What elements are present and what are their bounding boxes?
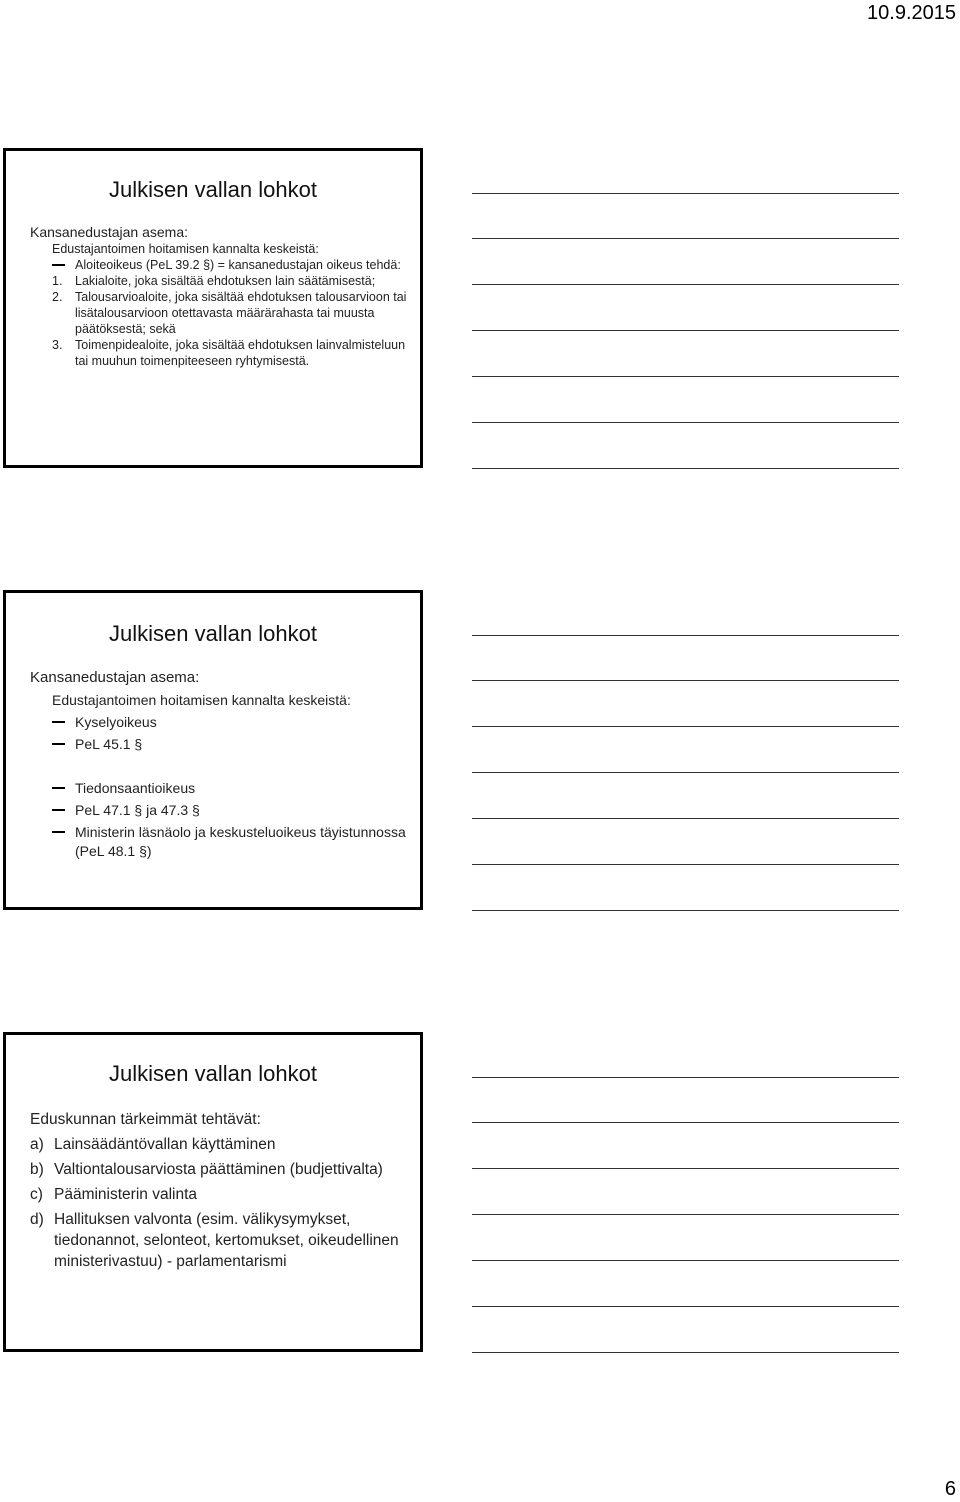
page-number: 6 <box>944 1478 956 1500</box>
dash-bullet-icon <box>52 787 65 789</box>
list-item <box>30 1134 412 1155</box>
slide-heading: Eduskunnan tärkeimmät tehtävät: <box>30 1111 261 1128</box>
slide-title: Julkisen vallan lohkot <box>109 621 317 646</box>
list-item-text: Hallituksen valvonta (esim. välikysymykset, tiedonannot, selonteot, kertomukset, oikeudellinen ministerivastuu) - parlamentarismi <box>54 1211 399 1270</box>
note-line <box>472 1077 899 1078</box>
list-marker: a) <box>30 1136 44 1153</box>
list-item <box>30 799 412 821</box>
list-marker: 1. <box>52 274 63 288</box>
list-item <box>30 777 412 799</box>
list-item <box>30 257 412 273</box>
slide-heading: Kansanedustajan asema: <box>30 224 188 240</box>
list-item-text: Lakialoite, joka sisältää ehdotuksen lain säätämisestä; <box>75 274 376 288</box>
page-date: 10.9.2015 <box>867 2 956 24</box>
list-item <box>30 337 412 369</box>
list-marker: d) <box>30 1211 44 1228</box>
slide-2 <box>3 590 423 910</box>
list-item <box>30 289 412 337</box>
note-line <box>472 818 899 819</box>
note-line <box>472 635 899 636</box>
list-marker: 3. <box>52 338 63 352</box>
slide-title: Julkisen vallan lohkot <box>109 177 317 202</box>
list-item-text: Talousarvioaloite, joka sisältää ehdotuksen talousarvioon tai lisätalousarvioon otettavasta määrärahasta tai muusta päätöksestä; sekä <box>75 290 407 336</box>
list-marker: c) <box>30 1186 43 1203</box>
note-line <box>472 1306 899 1307</box>
slide-body <box>30 1109 412 1272</box>
slide-1 <box>3 148 423 468</box>
note-line <box>472 1122 899 1123</box>
slide-body <box>30 667 412 861</box>
note-line <box>472 284 899 285</box>
note-line <box>472 468 899 469</box>
slide-heading: Kansanedustajan asema: <box>30 669 200 686</box>
list-item-text: PeL 47.1 § ja 47.3 § <box>75 802 200 818</box>
list-item <box>30 1209 412 1272</box>
slide-3 <box>3 1032 423 1352</box>
dash-bullet-icon <box>52 743 65 745</box>
note-line <box>472 1352 899 1353</box>
list-marker: 2. <box>52 290 63 304</box>
list-item-text: Tiedonsaantioikeus <box>75 780 196 796</box>
list-item-text: Pääministerin valinta <box>54 1186 198 1203</box>
note-line <box>472 772 899 773</box>
note-line <box>472 193 899 194</box>
note-line <box>472 422 899 423</box>
dash-bullet-icon <box>52 809 65 811</box>
list-item <box>30 733 412 755</box>
list-item <box>30 1159 412 1180</box>
list-item-text: Kyselyoikeus <box>75 714 157 730</box>
slide-subheading: Edustajantoimen hoitamisen kannalta keskeistä: <box>52 692 351 708</box>
list-item <box>30 711 412 733</box>
list-item-text: Toimenpidealoite, joka sisältää ehdotuksen lainvalmisteluun tai muuhun toimenpiteeseen ryhtymisestä. <box>75 338 406 368</box>
list-item-text: Lainsäädäntövallan käyttäminen <box>54 1136 276 1153</box>
note-line <box>472 726 899 727</box>
note-line <box>472 238 899 239</box>
list-item-text: Ministerin läsnäolo ja keskusteluoikeus täyistunnossa (PeL 48.1 §) <box>75 824 406 859</box>
note-line <box>472 910 899 911</box>
slide-subheading: Edustajantoimen hoitamisen kannalta keskeistä: <box>52 242 319 256</box>
note-line <box>472 1214 899 1215</box>
dash-bullet-icon <box>52 721 65 723</box>
dash-bullet-icon <box>52 264 65 266</box>
note-line <box>472 1260 899 1261</box>
list-item <box>30 1184 412 1205</box>
note-line <box>472 1168 899 1169</box>
note-line <box>472 376 899 377</box>
list-marker: b) <box>30 1161 44 1178</box>
slide-body <box>30 223 412 369</box>
note-line <box>472 864 899 865</box>
list-item-text: PeL 45.1 § <box>75 736 143 752</box>
list-item <box>30 823 412 861</box>
slide-title: Julkisen vallan lohkot <box>109 1061 317 1086</box>
list-item-text: Aloiteoikeus (PeL 39.2 §) = kansanedustajan oikeus tehdä: <box>75 258 401 272</box>
note-line <box>472 680 899 681</box>
note-line <box>472 330 899 331</box>
list-item <box>30 273 412 289</box>
dash-bullet-icon <box>52 831 65 833</box>
list-item-text: Valtiontalousarviosta päättäminen (budjettivalta) <box>54 1161 383 1178</box>
